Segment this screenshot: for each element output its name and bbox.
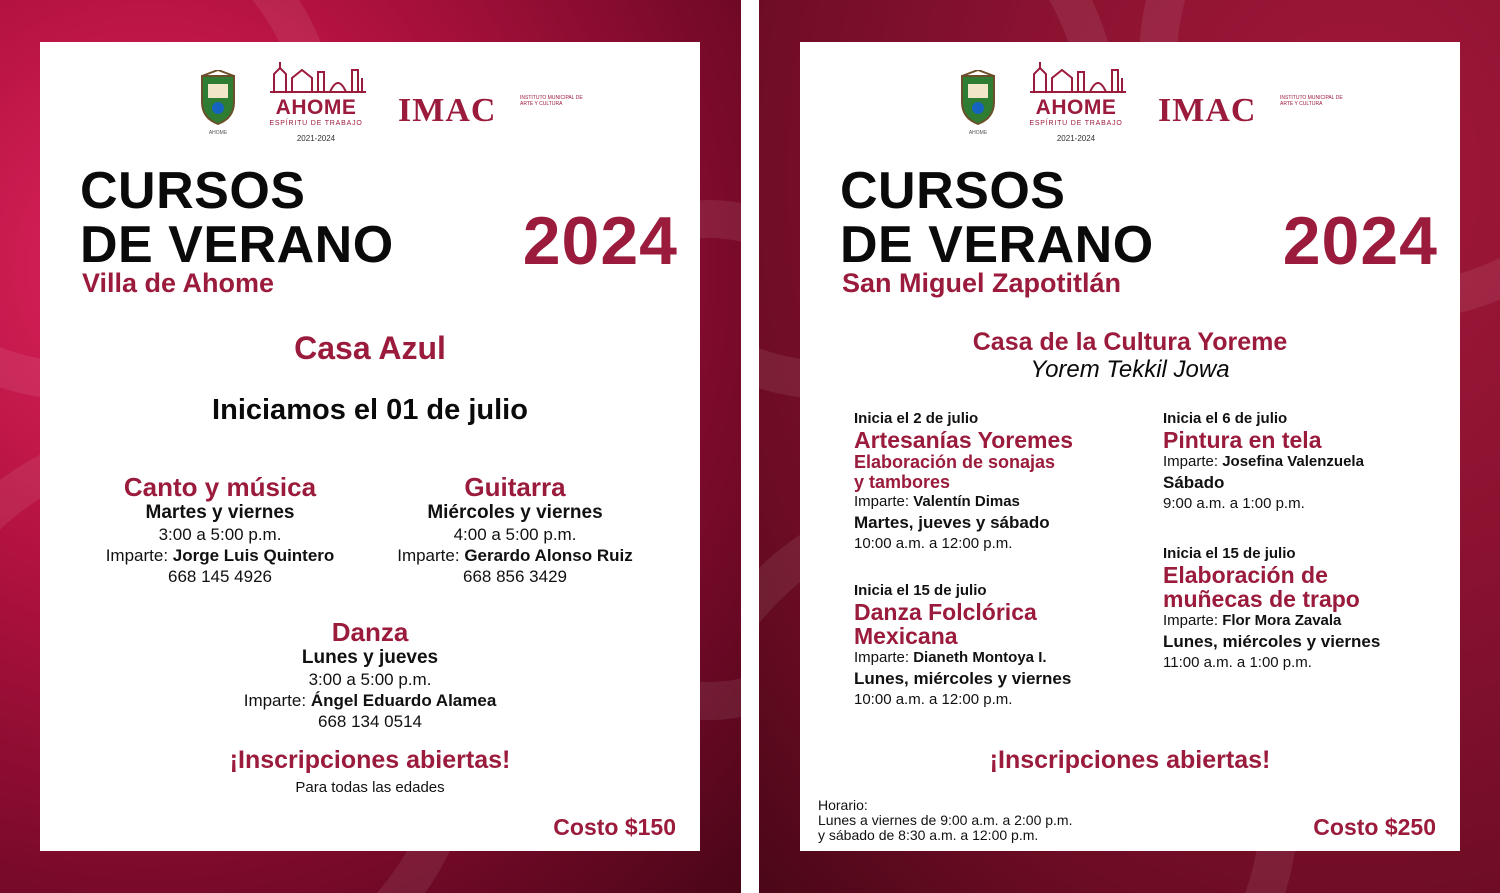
imac-logo-subtitle: INSTITUTO MUNICIPAL DE ARTE Y CULTURA xyxy=(520,95,583,107)
venue-name: Casa Azul xyxy=(294,330,446,366)
ahome-skyline-icon xyxy=(1028,60,1128,94)
enrollment-banner: ¡Inscripciones abiertas! xyxy=(989,746,1271,774)
imac-logo-text: IMAC xyxy=(398,92,497,129)
ahome-shield-icon xyxy=(958,70,998,126)
course-days: Lunes, miércoles y viernes xyxy=(1163,632,1381,651)
course-block xyxy=(80,472,360,587)
course-block xyxy=(1163,410,1443,513)
course-time: 9:00 a.m. a 1:00 p.m. xyxy=(1163,495,1305,512)
course-days: Lunes y jueves xyxy=(301,647,439,668)
course-phone: 668 134 0514 xyxy=(318,712,422,731)
course-name: Mexicana xyxy=(854,623,958,649)
course-time: 10:00 a.m. a 12:00 p.m. xyxy=(854,535,1013,552)
course-start-date: Inicia el 15 de julio xyxy=(1163,545,1296,562)
age-note: Para todas las edades xyxy=(295,779,445,796)
poster-year: 2024 xyxy=(1282,203,1438,279)
course-cost: Costo $150 xyxy=(553,814,676,840)
course-block xyxy=(370,472,660,587)
ahome-logo-text: AHOME xyxy=(275,96,357,119)
title-line-1: CURSOS xyxy=(840,162,1066,220)
course-days: Martes y viernes xyxy=(145,502,295,523)
course-cost: Costo $250 xyxy=(1313,814,1436,840)
office-hours-weekdays: Lunes a viernes de 9:00 a.m. a 2:00 p.m. xyxy=(818,812,1073,828)
course-teacher: Imparte: Gerardo Alonso Ruiz xyxy=(397,546,633,565)
ahome-logo-tagline: ESPÍRITU DE TRABAJO xyxy=(1029,120,1123,127)
course-start-date: Inicia el 6 de julio xyxy=(1163,410,1288,427)
poster-card xyxy=(800,42,1460,851)
course-block xyxy=(1163,545,1443,672)
title-line-1: CURSOS xyxy=(80,162,306,220)
course-start-date: Inicia el 2 de julio xyxy=(854,410,979,427)
office-hours-saturday: y sábado de 8:30 a.m. a 12:00 p.m. xyxy=(818,827,1039,843)
course-time: 3:00 a 5:00 p.m. xyxy=(308,670,432,689)
course-teacher: Imparte: Ángel Eduardo Alamea xyxy=(243,691,497,710)
course-time: 10:00 a.m. a 12:00 p.m. xyxy=(854,691,1013,708)
ahome-logo-years: 2021-2024 xyxy=(296,134,336,143)
course-days: Sábado xyxy=(1163,473,1225,492)
ahome-logo-text: AHOME xyxy=(1035,96,1117,119)
course-block xyxy=(854,582,1154,709)
logo-row xyxy=(190,58,583,148)
course-time: 3:00 a 5:00 p.m. xyxy=(158,525,282,544)
course-name: Artesanías Yoremes xyxy=(854,427,1074,453)
title-line-2: DE VERANO xyxy=(840,216,1154,274)
course-phone: 668 145 4926 xyxy=(168,567,272,586)
course-teacher: Imparte: Josefina Valenzuela xyxy=(1163,453,1364,470)
imac-logo-text: IMAC xyxy=(1158,92,1257,129)
course-name: Elaboración de xyxy=(1163,562,1328,588)
poster-title xyxy=(80,164,394,272)
course-teacher: Imparte: Valentín Dimas xyxy=(854,493,1020,510)
start-date: Iniciamos el 01 de julio xyxy=(212,394,528,426)
imac-logo-subtitle: INSTITUTO MUNICIPAL DE ARTE Y CULTURA xyxy=(1280,95,1343,107)
course-detail: Elaboración de sonajas xyxy=(854,452,1056,472)
course-teacher: Imparte: Dianeth Montoya I. xyxy=(854,649,1047,666)
shield-label: AHOME xyxy=(968,130,988,136)
poster-year: 2024 xyxy=(522,203,678,279)
enrollment-banner: ¡Inscripciones abiertas! xyxy=(229,746,511,774)
ahome-skyline-icon xyxy=(268,60,368,94)
ahome-logo-tagline: ESPÍRITU DE TRABAJO xyxy=(269,120,363,127)
course-teacher: Imparte: Flor Mora Zavala xyxy=(1163,612,1342,629)
course-name: Guitarra xyxy=(464,472,566,502)
course-name: Pintura en tela xyxy=(1163,427,1322,453)
title-line-2: DE VERANO xyxy=(80,216,394,274)
course-teacher: Imparte: Jorge Luis Quintero xyxy=(105,546,335,565)
course-phone: 668 856 3429 xyxy=(463,567,567,586)
poster-villa-de-ahome xyxy=(0,0,741,893)
course-days: Lunes, miércoles y viernes xyxy=(854,669,1072,688)
venue-name: Casa de la Cultura Yoreme xyxy=(972,328,1288,356)
course-time: 11:00 a.m. a 1:00 p.m. xyxy=(1163,654,1312,671)
poster-card xyxy=(40,42,700,851)
venue-subtitle: Yorem Tekkil Jowa xyxy=(1030,356,1230,383)
office-hours-label: Horario: xyxy=(818,797,868,813)
course-block xyxy=(854,410,1154,553)
course-days: Martes, jueves y sábado xyxy=(854,513,1050,532)
poster-location: Villa de Ahome xyxy=(82,268,275,298)
shield-label: AHOME xyxy=(208,130,228,136)
logo-row xyxy=(950,58,1343,148)
poster-san-miguel-zapotitlan xyxy=(759,0,1500,893)
poster-title xyxy=(840,164,1154,272)
course-start-date: Inicia el 15 de julio xyxy=(854,582,987,599)
course-days: Miércoles y viernes xyxy=(427,502,603,523)
course-time: 4:00 a 5:00 p.m. xyxy=(453,525,577,544)
course-name: Danza xyxy=(331,617,409,647)
course-name: muñecas de trapo xyxy=(1163,586,1360,612)
ahome-shield-icon xyxy=(198,70,238,126)
office-hours xyxy=(818,798,1073,843)
poster-location: San Miguel Zapotitlán xyxy=(842,268,1122,298)
ahome-logo-years: 2021-2024 xyxy=(1056,134,1096,143)
course-block xyxy=(210,617,530,732)
course-detail: y tambores xyxy=(854,472,951,492)
course-name: Canto y música xyxy=(123,472,317,502)
course-name: Danza Folclórica xyxy=(854,599,1037,625)
